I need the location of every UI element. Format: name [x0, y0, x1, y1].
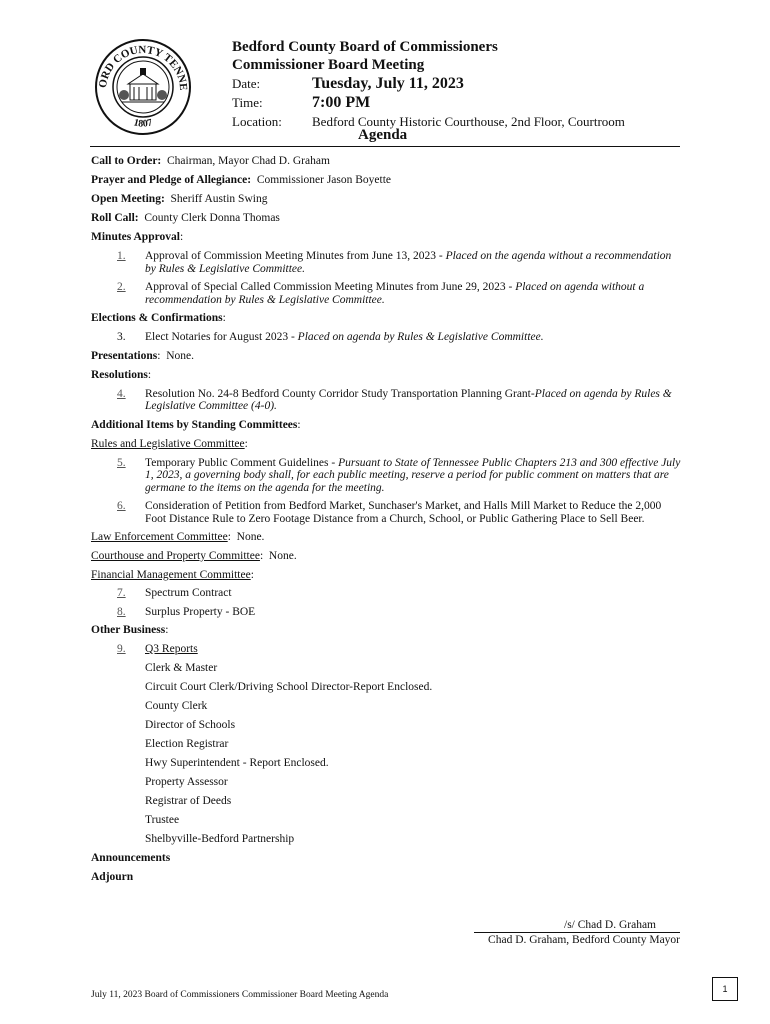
minutes-label: Minutes Approval — [91, 231, 180, 243]
date-value: Tuesday, July 11, 2023 — [312, 75, 464, 92]
other-label: Other Business — [91, 624, 166, 636]
item-text: Approval of Special Called Commission Meeting Minutes from June 29, 2023 - — [145, 281, 516, 293]
agenda-header — [232, 38, 682, 130]
agenda-item — [117, 603, 681, 622]
prayer — [91, 171, 681, 190]
item-number-link[interactable]: 1. — [117, 250, 126, 262]
item-number-link[interactable]: 2. — [117, 281, 126, 293]
resolutions-label: Resolutions — [91, 368, 148, 381]
item-text: Resolution No. 24-8 Bedford County Corridor Study Transportation Planning Grant- — [145, 387, 535, 400]
announcements: Announcements — [91, 851, 171, 864]
time-value: 7:00 PM — [312, 94, 371, 111]
other-heading: Other Business: — [91, 624, 169, 636]
item-note: Placed on agenda by Rules & Legislative Committee (4-0). — [145, 387, 672, 412]
signature-block — [440, 918, 680, 947]
item-note: Placed on agenda by Rules & Legislative Committee. — [297, 331, 544, 343]
page-footer: July 11, 2023 Board of Commissioners Commissioner Board Meeting Agenda — [91, 990, 389, 1000]
agenda-item — [117, 497, 681, 528]
law-enforcement: Law Enforcement Committee: None. — [91, 531, 265, 543]
item-text: Spectrum Contract — [145, 587, 232, 599]
presentations: Presentations: None. — [91, 349, 194, 362]
courthouse-property: Courthouse and Property Committee: None. — [91, 550, 297, 562]
signature-line: /s/ Chad D. Graham — [474, 918, 680, 933]
rules-label: Rules and Legislative Committee — [91, 437, 245, 450]
item-number-link[interactable]: 4. — [117, 387, 126, 400]
agenda-item — [117, 385, 681, 416]
roll-call — [91, 209, 681, 228]
report-item: Trustee — [145, 813, 180, 826]
item-note: Placed on the agenda without a recommendation by Rules & Legislative Committee. — [145, 250, 672, 275]
meeting-name: Commissioner Board Meeting — [232, 57, 425, 73]
agenda-item — [117, 328, 681, 347]
report-item: Election Registrar — [145, 737, 229, 750]
report-item: Circuit Court Clerk/Driving School Director-Report Enclosed. — [145, 680, 433, 693]
courthouse-label: Courthouse and Property Committee — [91, 550, 260, 562]
open-meeting-value: Sheriff Austin Swing — [170, 193, 268, 205]
item-text: Consideration of Petition from Bedford Market, Sunchaser's Market, and Halls Mill Market to Reduce the 2,000 Foot Distance Rule to Zero Footage Distance from a Church, School, or Public Gathering Place to Sell Beer. — [145, 500, 662, 525]
seal-year: 1807 — [132, 117, 154, 130]
item-text: Temporary Public Comment Guidelines - — [145, 456, 339, 469]
q3-reports-link[interactable]: Q3 Reports — [145, 643, 198, 655]
header-divider — [90, 146, 680, 147]
roll-call-label: Roll Call: — [91, 212, 139, 224]
rules-heading: Rules and Legislative Committee: — [91, 437, 248, 450]
open-meeting — [91, 190, 681, 209]
date-label: Date: — [232, 76, 261, 91]
item-text: Approval of Commission Meeting Minutes from June 13, 2023 - — [145, 250, 446, 262]
additional-label: Additional Items by Standing Committees — [91, 418, 298, 431]
report-item: Director of Schools — [145, 718, 236, 731]
location-label: Location: — [232, 114, 282, 129]
report-item: Registrar of Deeds — [145, 794, 232, 807]
report-item: Clerk & Master — [145, 661, 218, 674]
item-text: Elect Notaries for August 2023 - — [145, 331, 298, 343]
report-item: Hwy Superintendent - Report Enclosed. — [145, 756, 329, 769]
item-note: Placed on agenda without a recommendation by Rules & Legislative Committee. — [145, 281, 645, 306]
page-number: 1 — [712, 977, 738, 1001]
prayer-value: Commissioner Jason Boyette — [256, 174, 392, 186]
law-label: Law Enforcement Committee — [91, 531, 228, 543]
elections-label: Elections & Confirmations — [91, 312, 223, 324]
report-item: County Clerk — [145, 699, 208, 712]
agenda-body — [91, 152, 681, 887]
item-note: Pursuant to State of Tennessee Public Chapters 213 and 300 effective July 1, 2023, a governing body shall, for each public meeting, reserve a period for public comment on matters that are germane to the items on the agenda for the meeting. — [145, 456, 681, 494]
call-to-order-value: Chairman, Mayor Chad D. Graham — [167, 155, 330, 167]
svg-text:1807 — [132, 117, 153, 129]
item-number-link[interactable]: 9. — [117, 643, 126, 655]
seal-top-text: ORD COUNTY TENNE — [96, 43, 190, 91]
call-to-order-label: Call to Order: — [91, 155, 162, 167]
county-seal-logo — [92, 38, 194, 136]
report-item: Property Assessor — [145, 775, 228, 788]
item-number-link[interactable]: 7. — [117, 587, 126, 599]
agenda-item — [117, 585, 681, 603]
location-value: Bedford County Historic Courthouse, 2nd Floor, Courtroom — [312, 114, 625, 129]
presentations-value: None. — [166, 349, 194, 362]
item-number-link[interactable]: 5. — [117, 456, 126, 469]
signature-name: Chad D. Graham, Bedford County Mayor — [488, 934, 680, 946]
courthouse-value: None. — [268, 550, 297, 562]
adjourn: Adjourn — [91, 870, 134, 883]
financial-label: Financial Management Committee — [91, 569, 251, 581]
financial-heading: Financial Management Committee: — [91, 569, 254, 581]
item-number-link[interactable]: 6. — [117, 500, 126, 512]
agenda-item — [117, 640, 681, 659]
resolutions-heading: Resolutions: — [91, 368, 152, 381]
agenda-item — [117, 454, 681, 498]
report-item: Shelbyville-Bedford Partnership — [145, 832, 295, 845]
time-label: Time: — [232, 95, 263, 110]
open-meeting-label: Open Meeting: — [91, 193, 165, 205]
svg-text:BEDFORD COUNTY TENNESSEE — [92, 38, 189, 91]
roll-call-value: County Clerk Donna Thomas — [144, 212, 280, 224]
call-to-order — [91, 152, 681, 171]
elections-heading: Elections & Confirmations: — [91, 312, 226, 324]
item-number: 3. — [117, 331, 126, 343]
agenda-item — [117, 247, 681, 278]
agenda-title: Agenda — [358, 127, 408, 143]
additional-heading: Additional Items by Standing Committees: — [91, 418, 301, 431]
minutes-heading: Minutes Approval: — [91, 231, 184, 243]
item-text: Surplus Property - BOE — [145, 605, 256, 618]
org-name: Bedford County Board of Commissioners — [232, 39, 498, 55]
presentations-label: Presentations — [91, 349, 158, 362]
law-value: None. — [236, 531, 265, 543]
prayer-label: Prayer and Pledge of Allegiance: — [91, 174, 252, 186]
agenda-item — [117, 278, 681, 309]
item-number-link[interactable]: 8. — [117, 605, 126, 618]
